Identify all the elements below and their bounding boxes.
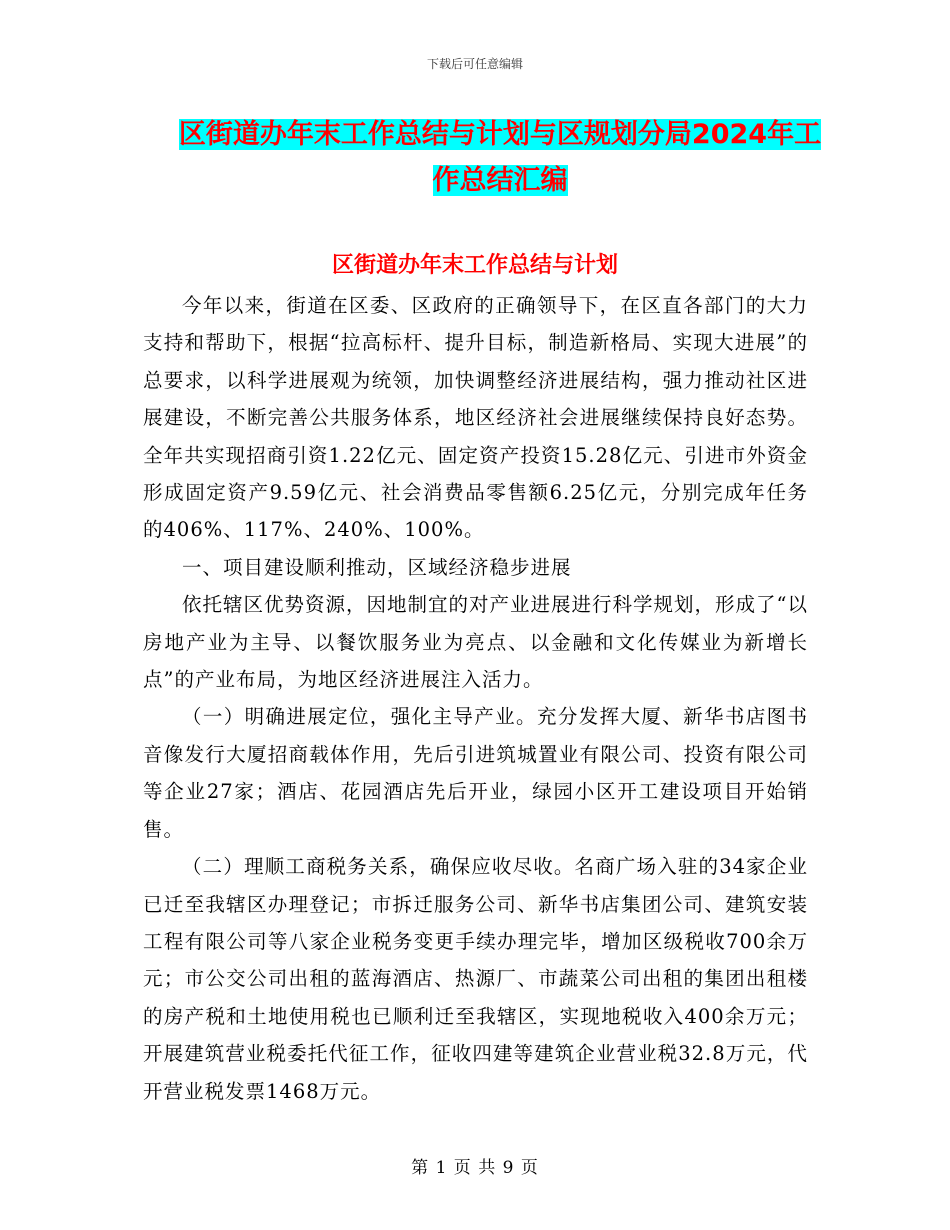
paragraph: 今年以来，街道在区委、区政府的正确领导下，在区直各部门的大力支持和帮助下，根据“拉高标杆、提升目标，制造新格局、实现大进展”的总要求，以科学进展观为统领，加快调整经济进展结构，强力推动社区进展建设，不断完善公共服务体系，地区经济社会进展继续保持良好态势。全年共实现招商引资1.22亿元、固定资产投资15.28亿元、引进市外资金形成固定资产9.59亿元、社会消费品零售额6.25亿元，分别完成年任务的406%、117%、240%、100%。 [143, 294, 808, 542]
section-title: 区街道办年末工作总结与计划 [331, 253, 618, 278]
paragraph: 依托辖区优势资源，因地制宜的对产业进展进行科学规划，形成了“以房地产业为主导、以餐饮服务业为亮点、以金融和文化传媒业为新增长点”的产业布局，为地区经济进展注入活力。 [143, 593, 808, 692]
paragraph: （二）理顺工商税务关系，确保应收尽收。名商广场入驻的34家企业已迁至我辖区办理登记；市拆迁服务公司、新华书店集团公司、建筑安装工程有限公司等八家企业税务变更手续办理完毕，增加区级税收700余万元；市公交公司出租的蓝海酒店、热源厂、市蔬菜公司出租的集团出租楼的房产税和土地使用税也已顺利迁至我辖区，实现地税收入400余万元；开展建筑营业税委托代征工作，征收四建等建筑企业营业税32.8万元，代开营业税发票1468万元。 [143, 855, 808, 1103]
document-title-line-1: 区街道办年末工作总结与计划与区规划分局2024年工 [178, 119, 822, 150]
document-title [150, 112, 850, 204]
document-title-line-2: 作总结汇编 [432, 165, 568, 196]
document-body [143, 287, 808, 1110]
page-number-footer: 第 1 页 共 9 页 [411, 1158, 539, 1178]
header-note: 下载后可任意编辑 [426, 57, 523, 71]
paragraph: （一）明确进展定位，强化主导产业。充分发挥大厦、新华书店图书音像发行大厦招商载体作用，先后引进筑城置业有限公司、投资有限公司等企业27家；酒店、花园酒店先后开业，绿园小区开工建设项目开始销售。 [143, 705, 808, 841]
paragraph: 一、项目建设顺利推动，区域经济稳步进展 [182, 555, 572, 579]
